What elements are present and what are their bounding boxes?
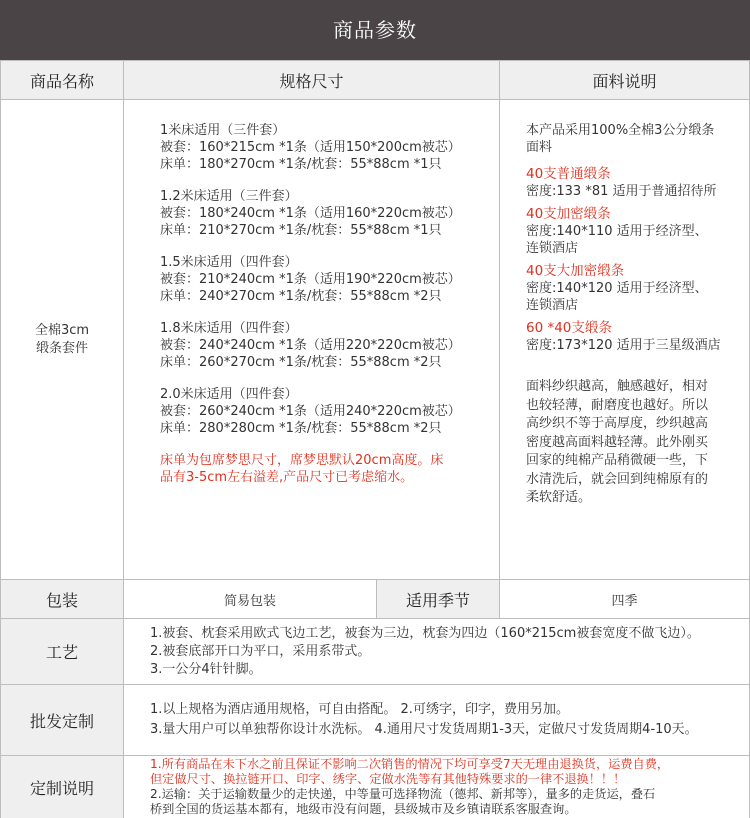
header-product-name-label: 商品名称 (29, 71, 94, 91)
packing-label-cell (0, 579, 124, 619)
spec-note-line: 床单为包席梦思尺寸，席梦思默认20cm高度。床 (160, 453, 444, 468)
fabric-cell (499, 99, 750, 580)
wholesale-cell (123, 684, 750, 756)
spec-group-line: 被套：180*240cm *1条（适用160*220cm被芯） (160, 206, 461, 221)
fabric-grade-name: 40支普通缎条 (526, 166, 611, 182)
fabric-grade-desc: 连锁酒店 (526, 241, 579, 256)
custom-label-cell (0, 755, 124, 818)
spec-group (160, 122, 499, 173)
custom-cell (123, 755, 750, 818)
spec-group (160, 254, 499, 305)
wholesale-lines (124, 700, 749, 740)
custom-red-line: 1.所有商品在未下水之前且保证不影响二次销售的情况下均可享受7天无理由退换货，运费自费， (150, 757, 670, 771)
craft-line: 1.被套、枕套采用欧式飞边工艺，被套为三边，枕套为四边（160*215cm被套宽度不做飞边）。 (150, 625, 700, 641)
season-value: 四季 (611, 593, 638, 609)
craft-cell (123, 618, 750, 685)
craft-line: 2.被套底部开口为平口，采用系带式。 (150, 643, 371, 659)
wholesale-line: 1.以上规格为酒店通用规格，可自由搭配。 2.可绣字，印字，费用另加。 (150, 702, 569, 717)
header-product-name (0, 60, 124, 100)
spec-group-line: 床单：280*280cm *1条/枕套：55*88cm *2只 (160, 421, 442, 436)
spec-group-line: 被套：260*240cm *1条（适用240*220cm被芯） (160, 404, 461, 419)
fabric-grade-name: 60 *40支缎条 (526, 320, 612, 336)
spec-group-line: 被套：210*240cm *1条（适用190*220cm被芯） (160, 272, 461, 287)
craft-label: 工艺 (45, 643, 78, 662)
fabric-grade-desc: 密度:173*120 适用于三星级酒店 (526, 338, 721, 353)
season-value-cell (499, 579, 750, 619)
custom-red-line: 但定做尺寸、换拉链开口、印字、绣字、定做水洗等有其他特殊要求的一律不退换！！！ (150, 772, 626, 786)
product-name-cell (0, 99, 124, 580)
spec-group (160, 188, 499, 239)
craft-line: 3.一公分4针针脚。 (150, 661, 262, 677)
wholesale-label-cell (0, 684, 124, 756)
product-name-line-2: 缎条套件 (35, 340, 88, 356)
spec-group-title: 1.8米床适用（四件套） (160, 321, 298, 336)
header-spec (123, 60, 500, 100)
season-label-cell (376, 579, 500, 619)
fabric-intro-line: 面料 (526, 140, 553, 155)
fabric-grade-name: 40支加密缎条 (526, 206, 611, 222)
fabric-explain-line: 水清洗后，就会回到纯棉原有的 (526, 471, 709, 487)
craft-label-cell (0, 618, 124, 685)
spec-group-line: 床单：210*270cm *1条/枕套：55*88cm *1只 (160, 223, 442, 238)
packing-label: 包装 (45, 590, 78, 610)
fabric-explain-line: 也较轻薄，耐磨度也越好。所以 (526, 397, 709, 413)
packing-value: 简易包装 (223, 593, 276, 609)
header-fabric (499, 60, 750, 100)
fabric-explain (500, 360, 749, 508)
season-label: 适用季节 (405, 590, 470, 610)
fabric-explain-line: 高纱织不等于高厚度，纱织越高 (526, 416, 709, 431)
spec-note-line: 品有3-5cm左右溢差,产品尺寸已考虑缩水。 (160, 470, 414, 485)
spec-group-title: 1.5米床适用（四件套） (160, 255, 298, 270)
fabric-intro (500, 100, 749, 156)
product-name-line-1: 全棉3cm (34, 322, 90, 338)
spec-group-title: 1.2米床适用（三件套） (160, 189, 298, 204)
spec-group-line: 被套：240*240cm *1条（适用220*220cm被芯） (160, 338, 461, 353)
fabric-grade (526, 206, 735, 257)
fabric-intro-line: 本产品采用100%全棉3公分缎条 (526, 123, 715, 138)
fabric-grade (526, 263, 735, 314)
fabric-explain-line: 柔软舒适。 (526, 490, 592, 505)
spec-group-line: 床单：260*270cm *1条/枕套：55*88cm *2只 (160, 355, 442, 370)
custom-line: 桥到全国的货运基本都有，地级市没有问题，县级城市及乡镇请联系客服查询。 (150, 802, 577, 816)
fabric-explain-line: 面料纱织越高，触感越好，相对 (526, 379, 709, 394)
fabric-explain-line: 回家的纯棉产品稍微硬一些，下 (526, 453, 709, 468)
spec-group-title: 1米床适用（三件套） (160, 123, 286, 138)
page-title: 商品参数 (333, 18, 417, 42)
spec-note (124, 452, 499, 486)
spec-groups (124, 100, 499, 437)
fabric-grade (526, 320, 735, 354)
product-params-table (0, 60, 750, 818)
spec-cell (123, 99, 500, 580)
header-spec-label: 规格尺寸 (279, 71, 344, 91)
wholesale-label: 批发定制 (29, 711, 94, 731)
spec-group (160, 320, 499, 371)
fabric-grade (526, 166, 735, 200)
fabric-grades (500, 156, 749, 354)
spec-group-line: 床单：180*270cm *1条/枕套：55*88cm *1只 (160, 157, 442, 172)
fabric-grade-name: 40支大加密缎条 (526, 263, 625, 279)
fabric-grade-desc: 密度:140*120 适用于经济型、 (526, 281, 708, 296)
fabric-explain-line: 密度越高面料越轻薄。此外刚买 (526, 434, 709, 450)
spec-group-title: 2.0米床适用（四件套） (160, 387, 298, 402)
craft-lines (124, 625, 749, 679)
fabric-grade-desc: 连锁酒店 (526, 298, 579, 313)
spec-group (160, 386, 499, 437)
fabric-grade-desc: 密度:133 *81 适用于普通招待所 (526, 184, 717, 199)
fabric-grade-desc: 密度:140*110 适用于经济型、 (526, 224, 708, 239)
spec-group-line: 被套：160*215cm *1条（适用150*200cm被芯） (160, 140, 461, 155)
custom-lines (124, 757, 749, 817)
custom-label: 定制说明 (29, 778, 94, 798)
spec-group-line: 床单：240*270cm *1条/枕套：55*88cm *2只 (160, 289, 442, 304)
page-title-banner (0, 0, 750, 60)
custom-line: 2.运输：关于运输数量少的走快递，中等量可选择物流（德邦、新邦等），量多的走货运，叠石 (150, 787, 656, 801)
header-fabric-label: 面料说明 (592, 71, 657, 91)
packing-value-cell (123, 579, 377, 619)
wholesale-line: 3.量大用户可以单独帮你设计水洗标。 4.通用尺寸发货周期1-3天，定做尺寸发货周期4-10天。 (150, 722, 698, 737)
